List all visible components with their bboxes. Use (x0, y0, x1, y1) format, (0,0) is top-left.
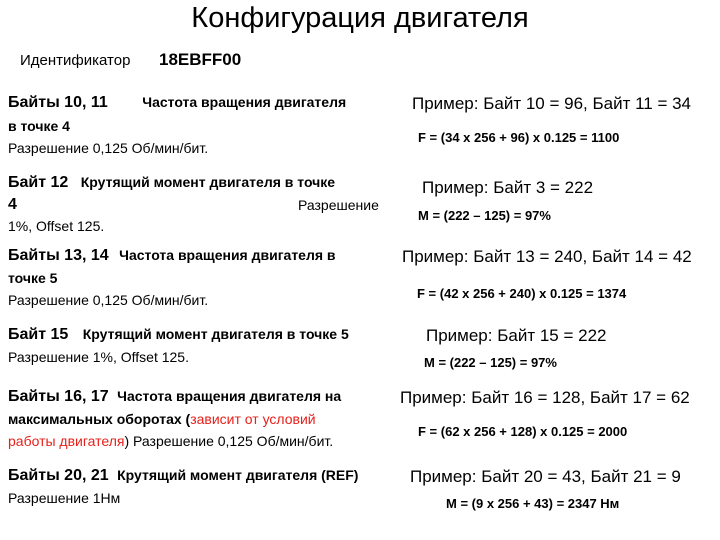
resolution-text: Разрешение 0,125 Об/мин/бит. (8, 140, 209, 156)
parameter-description-text: максимальных оборотах ( (8, 411, 191, 427)
bytes-label: Байт 12 (8, 174, 69, 191)
formula-text: F = (62 x 256 + 128) x 0.125 = 2000 (418, 424, 628, 439)
formula-text: M = (222 – 125) = 97% (424, 355, 557, 370)
formula-text: M = (222 – 125) = 97% (418, 208, 551, 223)
block-bytes-10-11-heading (8, 94, 346, 112)
condition-note: зависит от условий (190, 411, 316, 427)
parameter-description-cont: 4 (8, 196, 17, 213)
resolution-text: ) Разрешение 0,125 Об/мин/бит. (124, 433, 334, 449)
parameter-description: Крутящий момент двигателя в точке 5 (82, 326, 349, 342)
parameter-description-cont (8, 411, 316, 429)
bytes-label: Байты 20, 21 (8, 467, 109, 484)
resolution-text: 1%, Offset 125. (8, 218, 105, 234)
identifier-label: Идентификатор (20, 52, 131, 69)
resolution-text: Разрешение 0,125 Об/мин/бит. (8, 292, 209, 308)
formula-text: F = (42 x 256 + 240) x 0.125 = 1374 (417, 286, 627, 301)
parameter-description: Частота вращения двигателя в (119, 247, 336, 263)
parameter-description: Крутящий момент двигателя (REF) (117, 467, 359, 483)
example-text: Пример: Байт 20 = 43, Байт 21 = 9 (410, 467, 681, 486)
resolution-line (8, 433, 333, 451)
block-bytes-13-14-heading (8, 247, 336, 265)
bytes-label: Байты 10, 11 (8, 94, 108, 111)
resolution-label: Разрешение (298, 197, 379, 213)
block-bytes-16-17-heading (8, 388, 341, 406)
formula-text: F = (34 x 256 + 96) x 0.125 = 1100 (418, 130, 620, 145)
condition-note-cont: работы двигателя (8, 433, 125, 449)
formula-text: M = (9 x 256 + 43) = 2347 Нм (446, 496, 620, 511)
parameter-description: Частота вращения двигателя (142, 94, 347, 110)
page-title: Конфигурация двигателя (191, 2, 529, 34)
parameter-description-cont: в точке 4 (8, 118, 70, 134)
block-byte-15-heading (8, 326, 349, 344)
parameter-description: Частота вращения двигателя на (117, 388, 342, 404)
block-byte-12-heading (8, 174, 335, 192)
identifier-value: 18EBFF00 (159, 50, 242, 69)
example-text: Пример: Байт 13 = 240, Байт 14 = 42 (402, 247, 692, 266)
example-text: Пример: Байт 3 = 222 (422, 178, 594, 197)
parameter-description: Крутящий момент двигателя в точке (80, 174, 336, 190)
example-text: Пример: Байт 15 = 222 (426, 326, 607, 345)
bytes-label: Байты 16, 17 (8, 388, 109, 405)
parameter-description-cont: точке 5 (8, 270, 58, 286)
bytes-label: Байт 15 (8, 326, 69, 343)
example-text: Пример: Байт 10 = 96, Байт 11 = 34 (412, 94, 692, 113)
resolution-text: Разрешение 1%, Offset 125. (8, 349, 189, 365)
example-text: Пример: Байт 16 = 128, Байт 17 = 62 (400, 388, 690, 407)
block-bytes-20-21-heading (8, 467, 358, 485)
resolution-text: Разрешение 1Нм (8, 490, 121, 506)
bytes-label: Байты 13, 14 (8, 247, 109, 264)
